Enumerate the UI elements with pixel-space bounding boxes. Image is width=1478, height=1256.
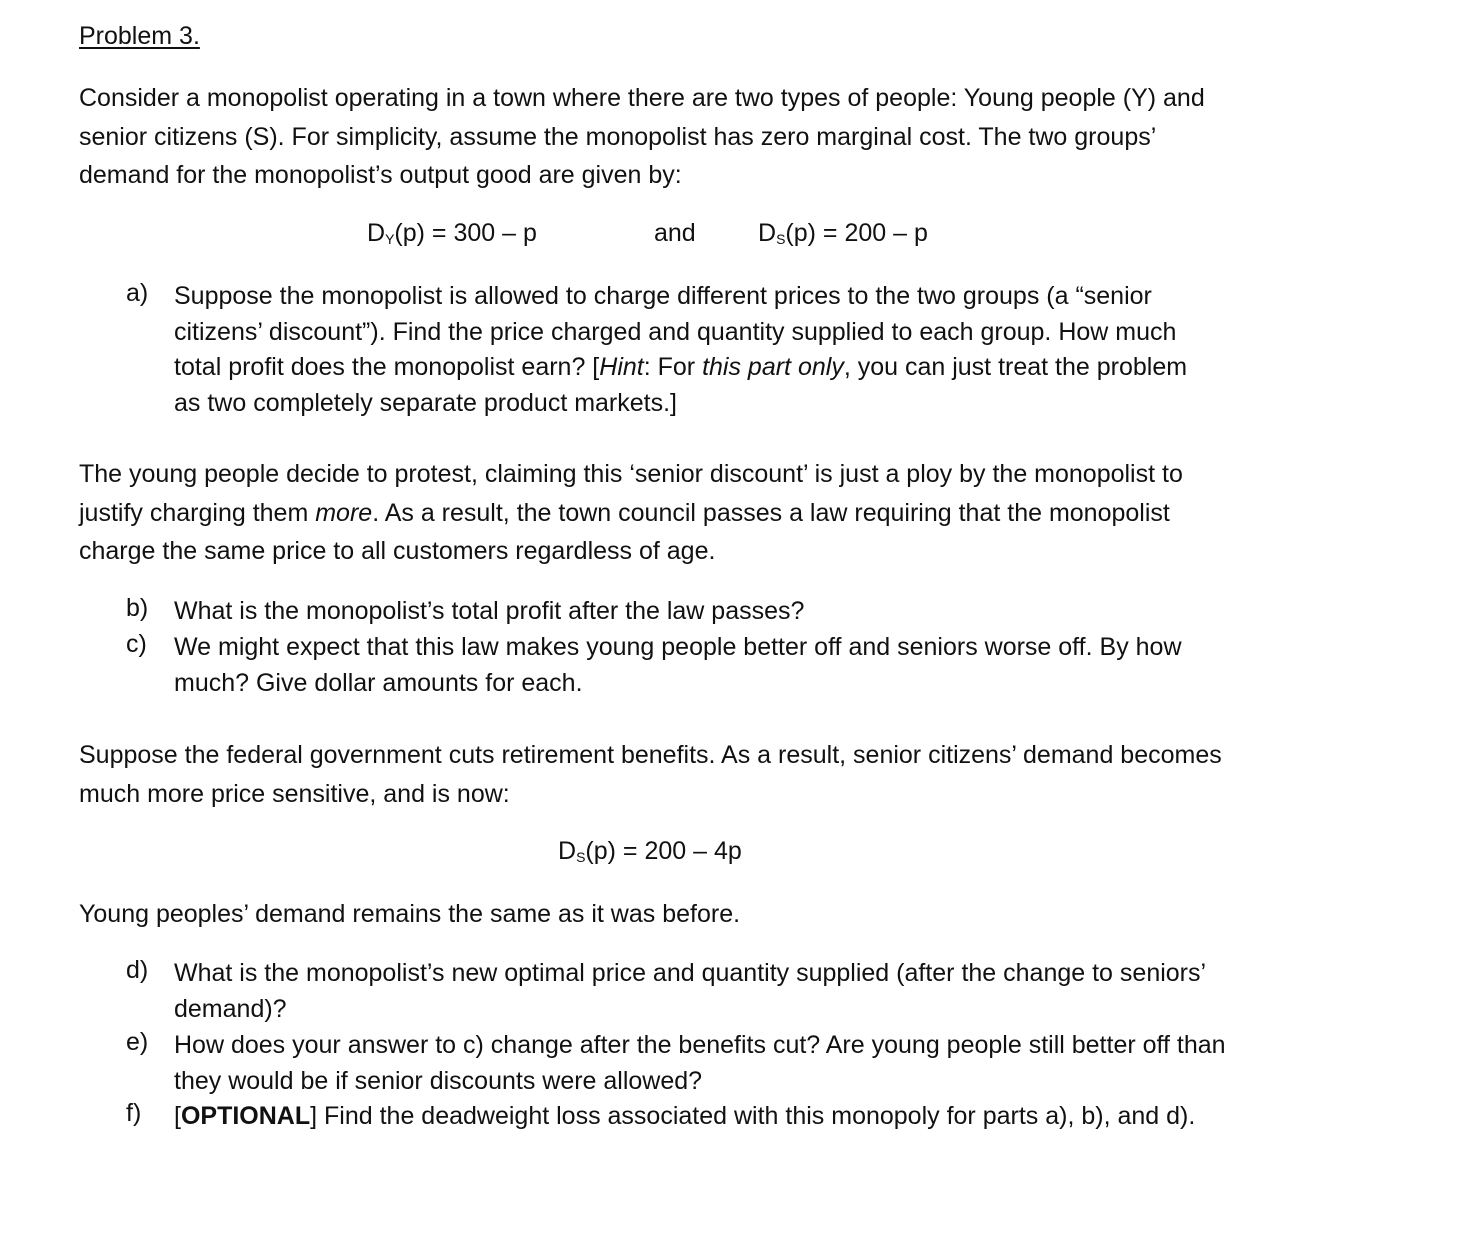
equation-and: and — [654, 219, 696, 247]
young-demand-same: Young peoples’ demand remains the same as it was before. — [79, 900, 741, 928]
question-b-label: b) — [126, 594, 149, 622]
question-f — [126, 1099, 1376, 1135]
question-d — [126, 956, 1376, 1028]
question-a — [126, 279, 1376, 429]
new-senior-demand-equation: $D_S(p) = 200 - 4p$ — [558, 837, 742, 865]
federal-line-2: much more price sensitive, and is now: — [79, 779, 510, 808]
question-e-text: How does your answer to c) change after the benefits cut? Are young people still better off than they would be if senior discounts were allowed? — [174, 1031, 1226, 1095]
question-d-label: d) — [126, 956, 149, 984]
question-c — [126, 630, 1376, 702]
protest-line-2: justify charging them more. As a result, the town council passes a law requiring that the monopolist — [79, 498, 1170, 527]
problem-title: Problem 3. — [79, 22, 200, 50]
protest-paragraph — [79, 455, 1419, 571]
question-b — [126, 594, 1376, 630]
protest-line-1: The young people decide to protest, claiming this ‘senior discount’ is just a ploy by the monopolist to — [79, 460, 1183, 488]
question-d-text: What is the monopolist’s new optimal price and quantity supplied (after the change to seniors’ demand)? — [174, 959, 1207, 1023]
question-f-text: [OPTIONAL] Find the deadweight loss associated with this monopoly for parts a), b), and d). — [174, 1102, 1196, 1130]
question-c-text: We might expect that this law makes young people better off and seniors worse off. By how much? Give dollar amounts for each. — [174, 633, 1182, 697]
question-c-label: c) — [126, 630, 147, 658]
protest-line-3: charge the same price to all customers regardless of age. — [79, 537, 716, 565]
question-e — [126, 1028, 1376, 1100]
senior-demand-equation: $D_S(p) = 200 - p$ — [758, 219, 928, 247]
federal-line-1: Suppose the federal government cuts retirement benefits. As a result, senior citizens’ demand becomes — [79, 741, 1222, 769]
intro-paragraph — [79, 79, 1419, 195]
federal-paragraph — [79, 736, 1419, 813]
question-a-text: Suppose the monopolist is allowed to charge different prices to the two groups (a “senior citizens’ discount”). Find the price charged and quantity supplied to each group. How much total profit does the monopolist earn? [Hint: For this part only, you can just treat the problem as two completely separate product markets.] — [174, 282, 1188, 417]
intro-line-2: senior citizens (S). For simplicity, assume the monopolist has zero marginal cost. The two groups’ — [79, 122, 1157, 151]
question-e-label: e) — [126, 1028, 149, 1056]
question-a-label: a) — [126, 279, 149, 307]
young-demand-equation: $D_Y(p) = 300 - p$ — [367, 219, 537, 247]
intro-line-1: Consider a monopolist operating in a town where there are two types of people: Young people (Y) and — [79, 84, 1205, 112]
question-b-text: What is the monopolist’s total profit after the law passes? — [174, 597, 805, 625]
intro-line-3: demand for the monopolist’s output good are given by: — [79, 161, 682, 189]
question-f-label: f) — [126, 1099, 142, 1127]
